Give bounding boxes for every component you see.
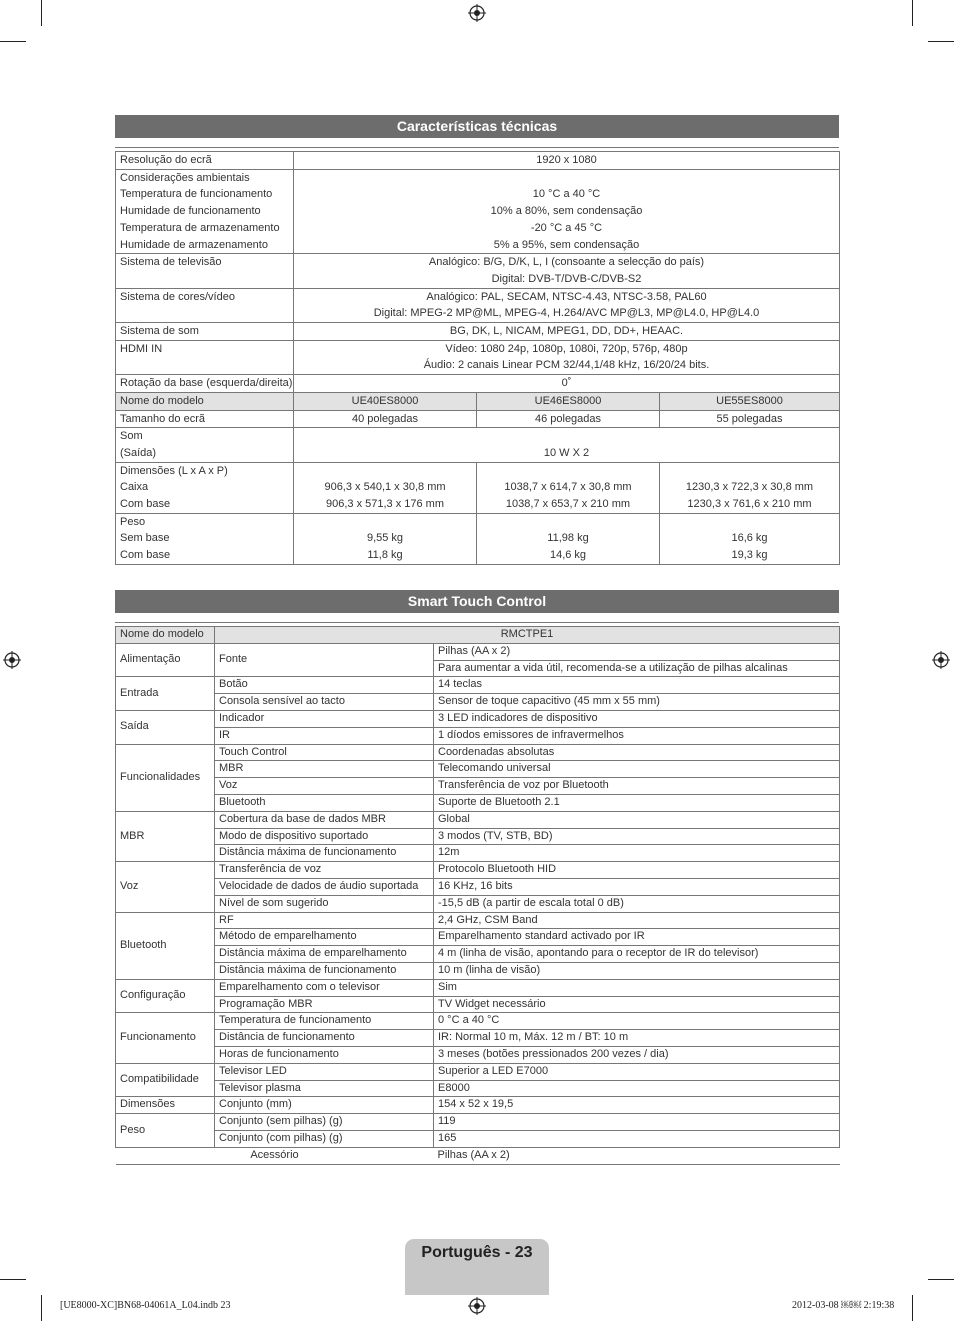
item-value: TV Widget necessário — [434, 996, 840, 1013]
item-value: Emparelhamento standard activado por IR — [434, 929, 840, 946]
row-value: 40 polegadas — [294, 410, 477, 428]
row-label: Nome do modelo — [116, 392, 294, 410]
row-label: Considerações ambientais Temperatura de funcionamento Humidade de funcionamento Temperatura de armazenamento Humidade de armazenamento — [116, 169, 294, 254]
item-value: Transferência de voz por Bluetooth — [434, 778, 840, 795]
item-label: Distância máxima de funcionamento — [215, 962, 434, 979]
item-value: 3 meses (botões pressionados 200 vezes / dia) — [434, 1046, 840, 1063]
table-row — [116, 152, 840, 170]
item-value: Sim — [434, 979, 840, 996]
table-row — [116, 895, 840, 912]
item-value: Protocolo Bluetooth HID — [434, 862, 840, 879]
item-label: Distância máxima de emparelhamento — [215, 946, 434, 963]
file-slug: [UE8000-XC]BN68-04061A_L04.indb 23 — [60, 1300, 231, 1311]
item-label: RF — [215, 912, 434, 929]
table-row — [116, 1063, 840, 1080]
row-value: Analógico: PAL, SECAM, NTSC-4.43, NTSC-3.58, PAL60 Digital: MPEG-2 MP@ML, MPEG-4, H.264/AVC MP@L3, MP@L4.0, HP@L4.0 — [294, 288, 840, 322]
page-number: Português - 23 — [421, 1244, 533, 1261]
table-row — [116, 811, 840, 828]
item-value: Pilhas (AA x 2) — [434, 643, 840, 660]
item-label: MBR — [215, 761, 434, 778]
row-value: 11,98 kg 14,6 kg — [477, 513, 660, 564]
table-row — [116, 845, 840, 862]
row-label: Sistema de cores/vídeo — [116, 288, 294, 322]
crop-mark — [41, 0, 42, 26]
row-value: 55 polegadas — [660, 410, 840, 428]
table-row — [116, 323, 840, 341]
row-value: 0˚ — [294, 375, 840, 393]
table-row — [116, 428, 840, 462]
item-label: Voz — [215, 778, 434, 795]
item-value: 4 m (linha de visão, apontando para o receptor de IR do televisor) — [434, 946, 840, 963]
item-value: 2,4 GHz, CSM Band — [434, 912, 840, 929]
table-row — [116, 979, 840, 996]
table-row — [116, 929, 840, 946]
model-name: RMCTPE1 — [215, 627, 840, 644]
group-label: Entrada — [116, 677, 215, 711]
group-label: Dimensões — [116, 1097, 215, 1114]
item-label: Horas de funcionamento — [215, 1046, 434, 1063]
row-value: BG, DK, L, NICAM, MPEG1, DD, DD+, HEAAC. — [294, 323, 840, 341]
item-label: Distância máxima de funcionamento — [215, 845, 434, 862]
row-value: 1920 x 1080 — [294, 152, 840, 170]
item-value: 3 modos (TV, STB, BD) — [434, 828, 840, 845]
crop-mark — [41, 1295, 42, 1321]
item-label: Modo de dispositivo suportado — [215, 828, 434, 845]
table-row — [116, 946, 840, 963]
item-value: 14 teclas — [434, 677, 840, 694]
table-row — [116, 727, 840, 744]
group-label: Alimentação — [116, 643, 215, 677]
table-row — [116, 513, 840, 564]
table-row — [116, 169, 840, 254]
table-row — [116, 794, 840, 811]
row-value: 46 polegadas — [477, 410, 660, 428]
table-row — [116, 410, 840, 428]
item-value: 154 x 52 x 19,5 — [434, 1097, 840, 1114]
item-value: Coordenadas absolutas — [434, 744, 840, 761]
registration-mark-icon — [932, 651, 950, 669]
row-label: HDMI IN — [116, 340, 294, 374]
item-label: Programação MBR — [215, 996, 434, 1013]
table-row — [116, 254, 840, 288]
table-row-model — [116, 392, 840, 410]
table-row — [116, 710, 840, 727]
table-row — [116, 996, 840, 1013]
group-label: Bluetooth — [116, 912, 215, 979]
registration-mark-icon — [3, 651, 21, 669]
item-value: 119 — [434, 1114, 840, 1131]
item-label: Cobertura da base de dados MBR — [215, 811, 434, 828]
crop-mark — [928, 1279, 954, 1280]
table-row — [116, 962, 840, 979]
crop-mark — [928, 41, 954, 42]
table-row — [116, 828, 840, 845]
item-label: Touch Control — [215, 744, 434, 761]
item-value: E8000 — [434, 1080, 840, 1097]
section-title-smart-touch: Smart Touch Control — [115, 590, 839, 613]
item-label: Velocidade de dados de áudio suportada — [215, 878, 434, 895]
registration-mark-icon — [468, 4, 486, 22]
item-value: Sensor de toque capacitivo (45 mm x 55 mm) — [434, 694, 840, 711]
specs-table — [115, 151, 840, 565]
group-label: Voz — [116, 862, 215, 912]
row-label: Tamanho do ecrã — [116, 410, 294, 428]
table-row — [116, 878, 840, 895]
item-label: Método de emparelhamento — [215, 929, 434, 946]
table-row — [116, 694, 840, 711]
item-value: Suporte de Bluetooth 2.1 — [434, 794, 840, 811]
model-name: UE55ES8000 — [660, 392, 840, 410]
crop-mark — [912, 0, 913, 26]
item-value: Telecomando universal — [434, 761, 840, 778]
table-row — [116, 778, 840, 795]
group-label: Peso — [116, 1114, 215, 1148]
table-row — [116, 1030, 840, 1047]
row-label: Sistema de som — [116, 323, 294, 341]
row-value: 10 W X 2 — [294, 428, 840, 462]
table-row-accessory — [116, 1147, 840, 1164]
item-value: Global — [434, 811, 840, 828]
table-row — [116, 462, 840, 513]
table-row — [116, 677, 840, 694]
item-label: Distância de funcionamento — [215, 1030, 434, 1047]
table-row — [116, 375, 840, 393]
row-value: Vídeo: 1080 24p, 1080p, 1080i, 720p, 576p, 480p Áudio: 2 canais Linear PCM 32/44,1/48 kHz, 16/20/24 bits. — [294, 340, 840, 374]
crop-mark — [912, 1295, 913, 1321]
row-value: 906,3 x 540,1 x 30,8 mm 906,3 x 571,3 x 176 mm — [294, 462, 477, 513]
group-label: Funcionamento — [116, 1013, 215, 1063]
row-value: 10 °C a 40 °C 10% a 80%, sem condensação -20 °C a 45 °C 5% a 95%, sem condensação — [294, 169, 840, 254]
group-label: Configuração — [116, 979, 215, 1013]
item-value: 3 LED indicadores de dispositivo — [434, 710, 840, 727]
remote-specs-table — [115, 626, 840, 1165]
item-value: Superior a LED E7000 — [434, 1063, 840, 1080]
item-value: IR: Normal 10 m, Máx. 12 m / BT: 10 m — [434, 1030, 840, 1047]
item-value: 10 m (linha de visão) — [434, 962, 840, 979]
item-value: 165 — [434, 1130, 840, 1147]
item-label: Conjunto (mm) — [215, 1097, 434, 1114]
section-rule — [115, 622, 839, 623]
table-row — [116, 862, 840, 879]
row-label: Rotação da base (esquerda/direita) — [116, 375, 294, 393]
item-label: Temperatura de funcionamento — [215, 1013, 434, 1030]
section-rule — [115, 147, 839, 148]
table-row-model — [116, 627, 840, 644]
row-label: Peso Sem base Com base — [116, 513, 294, 564]
item-label: Nível de som sugerido — [215, 895, 434, 912]
item-value: Para aumentar a vida útil, recomenda-se a utilização de pilhas alcalinas — [434, 660, 840, 677]
table-row — [116, 912, 840, 929]
table-row — [116, 1080, 840, 1097]
table-row — [116, 1046, 840, 1063]
item-value: 12m — [434, 845, 840, 862]
table-row — [116, 761, 840, 778]
item-value: 0 °C a 40 °C — [434, 1013, 840, 1030]
item-label: Transferência de voz — [215, 862, 434, 879]
table-row — [116, 1130, 840, 1147]
row-value: 1038,7 x 614,7 x 30,8 mm 1038,7 x 653,7 x 210 mm — [477, 462, 660, 513]
item-label: IR — [215, 727, 434, 744]
table-row — [116, 1097, 840, 1114]
item-label: Botão — [215, 677, 434, 694]
registration-mark-icon — [468, 1297, 486, 1315]
row-value: Analógico: B/G, D/K, L, I (consoante a selecção do país) Digital: DVB-T/DVB-C/DVB-S2 — [294, 254, 840, 288]
crop-mark — [0, 41, 26, 42]
table-row — [116, 288, 840, 322]
row-label: Sistema de televisão — [116, 254, 294, 288]
row-label: Dimensões (L x A x P) Caixa Com base — [116, 462, 294, 513]
table-row — [116, 643, 840, 660]
item-label: Emparelhamento com o televisor — [215, 979, 434, 996]
item-label: Televisor LED — [215, 1063, 434, 1080]
date-slug: 2012-03-08 ￼￼ 2:19:38 — [792, 1300, 895, 1311]
group-label: Compatibilidade — [116, 1063, 215, 1097]
row-label: Nome do modelo — [116, 627, 215, 644]
item-label: Bluetooth — [215, 794, 434, 811]
item-label: Indicador — [215, 710, 434, 727]
model-name: UE40ES8000 — [294, 392, 477, 410]
table-row — [116, 340, 840, 374]
table-row — [116, 1013, 840, 1030]
row-value: 1230,3 x 722,3 x 30,8 mm 1230,3 x 761,6 x 210 mm — [660, 462, 840, 513]
item-value: -15,5 dB (a partir de escala total 0 dB) — [434, 895, 840, 912]
item-value: 1 díodos emissores de infravermelhos — [434, 727, 840, 744]
group-label: MBR — [116, 811, 215, 861]
group-label: Saída — [116, 710, 215, 744]
row-value: 16,6 kg 19,3 kg — [660, 513, 840, 564]
crop-mark — [0, 1279, 26, 1280]
accessory-value: Pilhas (AA x 2) — [434, 1147, 840, 1164]
item-label: Conjunto (com pilhas) (g) — [215, 1130, 434, 1147]
item-label: Conjunto (sem pilhas) (g) — [215, 1114, 434, 1131]
table-row — [116, 744, 840, 761]
item-label: Fonte — [215, 643, 434, 677]
row-label: Resolução do ecrã — [116, 152, 294, 170]
model-name: UE46ES8000 — [477, 392, 660, 410]
item-value: 16 KHz, 16 bits — [434, 878, 840, 895]
table-row — [116, 1114, 840, 1131]
accessory-label: Acessório — [116, 1147, 434, 1164]
item-label: Consola sensível ao tacto — [215, 694, 434, 711]
row-label: Som (Saída) — [116, 428, 294, 462]
row-value: 9,55 kg 11,8 kg — [294, 513, 477, 564]
group-label: Funcionalidades — [116, 744, 215, 811]
item-label: Televisor plasma — [215, 1080, 434, 1097]
section-title-specs: Características técnicas — [115, 115, 839, 138]
